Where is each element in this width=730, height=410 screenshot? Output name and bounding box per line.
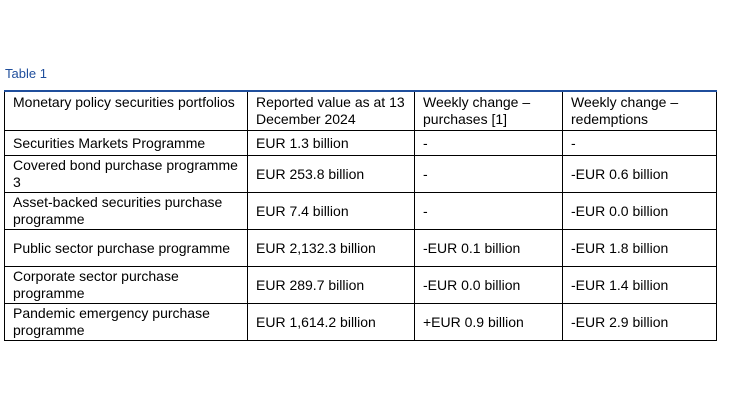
reported-value-cell: EUR 1.3 billion xyxy=(248,131,415,156)
purchases-cell: - xyxy=(415,156,563,193)
table-row xyxy=(5,193,717,230)
purchases-cell: -EUR 0.0 billion xyxy=(415,267,563,304)
redemptions-cell: - xyxy=(563,131,717,156)
table-row xyxy=(5,230,717,267)
redemptions-cell: -EUR 0.0 billion xyxy=(563,193,717,230)
table-caption: Table 1 xyxy=(5,66,47,81)
redemptions-cell: -EUR 2.9 billion xyxy=(563,304,717,341)
redemptions-cell: -EUR 1.4 billion xyxy=(563,267,717,304)
portfolio-cell: Securities Markets Programme xyxy=(5,131,248,156)
redemptions-cell: -EUR 1.8 billion xyxy=(563,230,717,267)
table-header-row xyxy=(5,91,717,131)
reported-value-cell: EUR 2,132.3 billion xyxy=(248,230,415,267)
portfolio-cell: Pandemic emergency purchase programme xyxy=(5,304,248,341)
reported-value-cell: EUR 1,614.2 billion xyxy=(248,304,415,341)
portfolio-cell: Asset-backed securities purchase programme xyxy=(5,193,248,230)
purchases-cell: - xyxy=(415,193,563,230)
redemptions-cell: -EUR 0.6 billion xyxy=(563,156,717,193)
table-row xyxy=(5,304,717,341)
table-row xyxy=(5,267,717,304)
purchases-cell: +EUR 0.9 billion xyxy=(415,304,563,341)
column-header-purchases: Weekly change – purchases [1] xyxy=(415,91,563,131)
portfolio-cell: Public sector purchase programme xyxy=(5,230,248,267)
securities-table xyxy=(4,90,717,341)
purchases-cell: -EUR 0.1 billion xyxy=(415,230,563,267)
portfolio-cell: Corporate sector purchase programme xyxy=(5,267,248,304)
column-header-reported-value: Reported value as at 13 December 2024 xyxy=(248,91,415,131)
column-header-portfolios: Monetary policy securities portfolios xyxy=(5,91,248,131)
reported-value-cell: EUR 289.7 billion xyxy=(248,267,415,304)
table-row xyxy=(5,156,717,193)
portfolio-cell: Covered bond purchase programme 3 xyxy=(5,156,248,193)
table-row xyxy=(5,131,717,156)
reported-value-cell: EUR 7.4 billion xyxy=(248,193,415,230)
purchases-cell: - xyxy=(415,131,563,156)
column-header-redemptions: Weekly change – redemptions xyxy=(563,91,717,131)
reported-value-cell: EUR 253.8 billion xyxy=(248,156,415,193)
